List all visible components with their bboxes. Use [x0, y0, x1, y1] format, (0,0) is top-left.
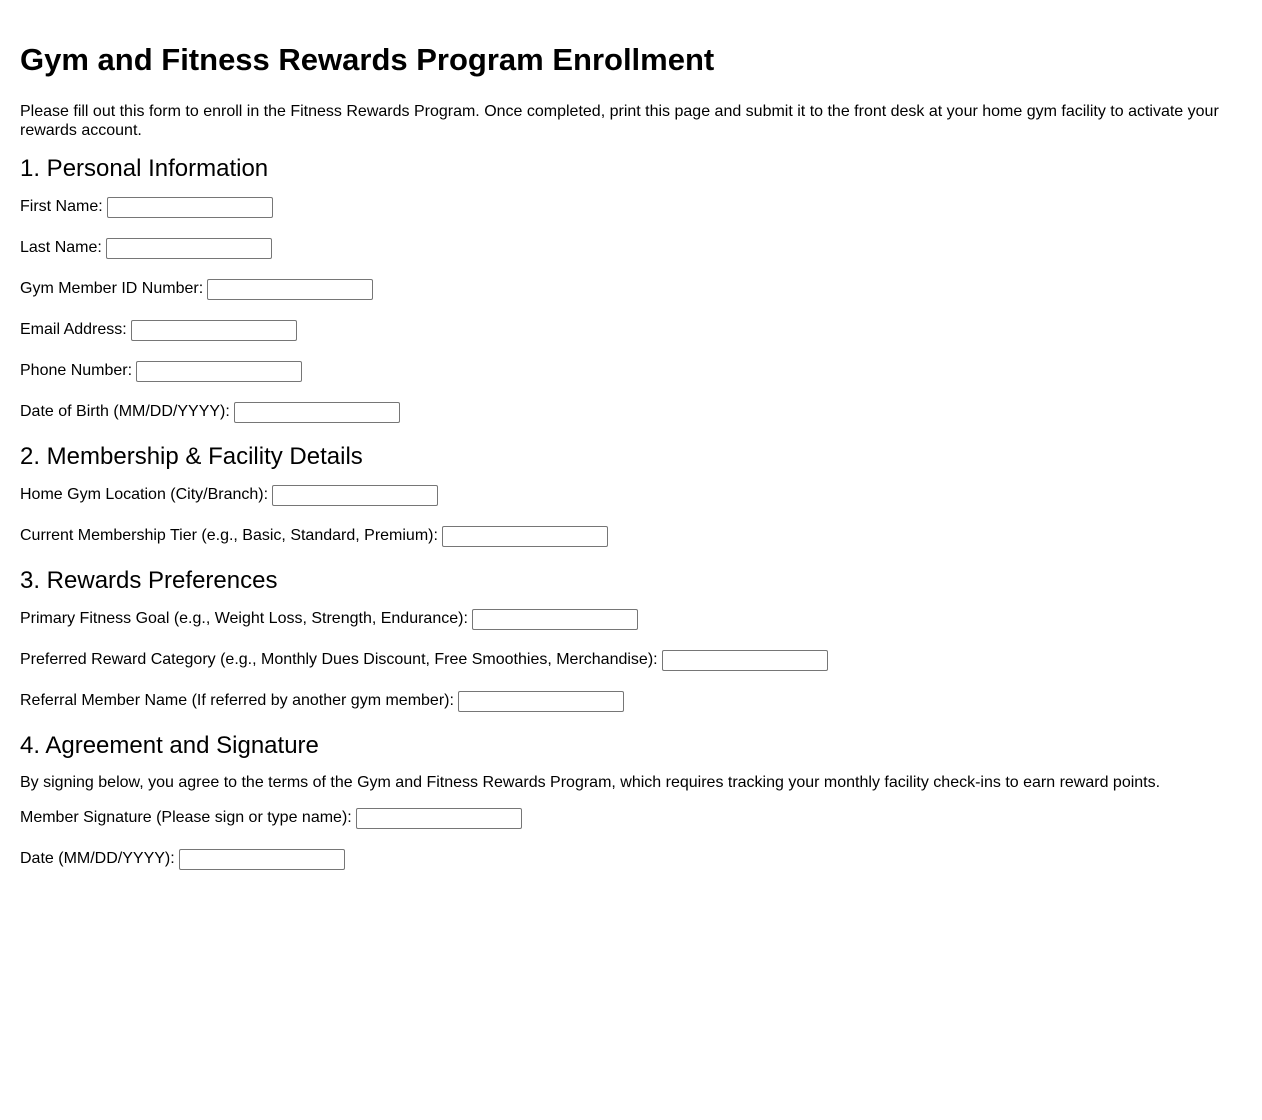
- membership-tier-input[interactable]: [442, 526, 608, 547]
- phone-label: Phone Number:: [20, 362, 133, 379]
- section-heading: 3. Rewards Preferences: [20, 567, 278, 594]
- section-heading: 1. Personal Information: [20, 155, 269, 182]
- email-input[interactable]: [131, 320, 297, 341]
- home-gym-location-label: Home Gym Location (City/Branch):: [20, 486, 269, 503]
- first-name-label: First Name:: [20, 198, 103, 215]
- agreement-text: By signing below, you agree to the terms of the Gym and Fitness Rewards Program, which requires tracking your monthly facility check-ins to earn reward points.: [20, 774, 1161, 791]
- email-field: [20, 319, 1242, 341]
- first-name-input[interactable]: [107, 197, 273, 218]
- reward-category-label: Preferred Reward Category (e.g., Monthly Dues Discount, Free Smoothies, Merchandise):: [20, 651, 658, 668]
- home-gym-location-input[interactable]: [272, 485, 438, 506]
- referral-name-label: Referral Member Name (If referred by another gym member):: [20, 692, 454, 709]
- last-name-input[interactable]: [106, 238, 272, 259]
- phone-input[interactable]: [136, 361, 302, 382]
- signature-input[interactable]: [356, 808, 522, 829]
- reward-category-input[interactable]: [662, 650, 828, 671]
- referral-name-input[interactable]: [458, 691, 624, 712]
- fitness-goal-label: Primary Fitness Goal (e.g., Weight Loss, Strength, Endurance):: [20, 610, 468, 627]
- referral-name-field: [20, 690, 1242, 712]
- home-gym-location-field: [20, 484, 1242, 506]
- signature-date-field: [20, 848, 1242, 870]
- signature-date-input[interactable]: [179, 849, 345, 870]
- fitness-goal-input[interactable]: [472, 609, 638, 630]
- section-personal-information: [20, 154, 1242, 423]
- last-name-label: Last Name:: [20, 239, 102, 256]
- reward-category-field: [20, 649, 1242, 671]
- date-of-birth-input[interactable]: [234, 402, 400, 423]
- signature-label: Member Signature (Please sign or type name):: [20, 809, 352, 826]
- first-name-field: [20, 196, 1242, 218]
- membership-tier-field: [20, 525, 1242, 547]
- page-title: Gym and Fitness Rewards Program Enrollment: [20, 42, 715, 77]
- section-heading: 2. Membership & Facility Details: [20, 443, 363, 470]
- last-name-field: [20, 237, 1242, 259]
- section-agreement-signature: [20, 731, 1242, 870]
- fitness-goal-field: [20, 608, 1242, 630]
- section-membership-details: [20, 442, 1242, 547]
- date-of-birth-field: [20, 401, 1242, 423]
- member-id-input[interactable]: [207, 279, 373, 300]
- signature-field: [20, 807, 1242, 829]
- email-label: Email Address:: [20, 321, 127, 338]
- section-heading: 4. Agreement and Signature: [20, 732, 319, 759]
- signature-date-label: Date (MM/DD/YYYY):: [20, 850, 175, 867]
- member-id-label: Gym Member ID Number:: [20, 280, 204, 297]
- phone-field: [20, 360, 1242, 382]
- date-of-birth-label: Date of Birth (MM/DD/YYYY):: [20, 403, 230, 420]
- member-id-field: [20, 278, 1242, 300]
- membership-tier-label: Current Membership Tier (e.g., Basic, Standard, Premium):: [20, 527, 438, 544]
- section-rewards-preferences: [20, 566, 1242, 712]
- intro-text: Please fill out this form to enroll in the Fitness Rewards Program. Once completed, print this page and submit it to the front desk at your home gym facility to activate your rewards account.: [20, 103, 1219, 139]
